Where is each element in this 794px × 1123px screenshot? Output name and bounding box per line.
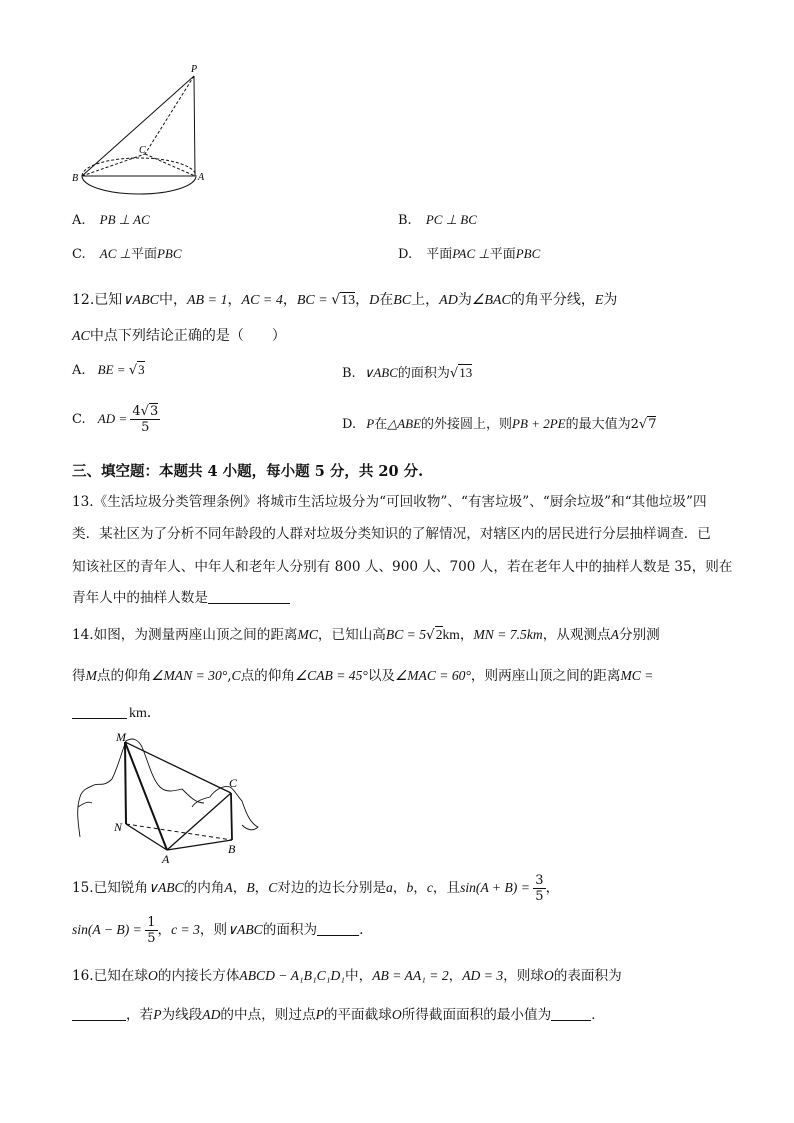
q12-option-b: B. ∨ABC的面积为√13 bbox=[342, 365, 473, 381]
q16-line2: ，若P为线段AD的中点，则过点P的平面截球O所得截面面积的最小值为 ． bbox=[72, 1003, 605, 1023]
q14-line3: km． bbox=[72, 702, 161, 722]
q11-option-c: C. AC ⊥平面PBC bbox=[72, 246, 182, 262]
q15-answer-blank bbox=[317, 921, 359, 936]
q13-line4: 青年人中的抽样人数是 bbox=[72, 586, 290, 606]
q16-answer-blank-1 bbox=[72, 1006, 126, 1021]
q12-option-d: D. P在△ABE的外接圆上，则PB + 2PE的最大值为2√7 bbox=[342, 416, 657, 432]
q14-answer-blank bbox=[72, 704, 127, 719]
q11-option-b: B. PC ⊥ BC bbox=[398, 212, 477, 228]
q15-line2: sin(A − B) = $\frac{1}{5}$ ，c = 3，则∨ABC的面积为 . bbox=[72, 915, 364, 946]
q15-line1: 15.已知锐角∨ABC的内角A，B，C对边的边长分别是a，b，c，且sin(A + B) = $\frac{3}{5}$ ， bbox=[72, 873, 560, 904]
q16-line1: 16.已知在球O的内接长方体ABCD − A₁B₁C₁D₁中，AB = AA₁ = 2，AD = 3，则球O的表面积为 bbox=[72, 968, 622, 984]
fig11-label-a: A bbox=[198, 172, 205, 183]
q13-answer-blank bbox=[208, 589, 290, 604]
q16-answer-blank-2 bbox=[551, 1006, 591, 1021]
q14-figure bbox=[72, 727, 272, 867]
q12-stem-line1: 12.已知∨ABC中，AB = 1，AC = 4，BC = √13，D在BC上，AD为∠BAC的角平分线，E为 bbox=[72, 292, 618, 308]
q12-option-c: C. AD = $\frac{4√3}{5}$ bbox=[72, 404, 159, 435]
q11-option-a: A. PB ⊥ AC bbox=[72, 212, 150, 228]
q12-stem-line2: AC中点下列结论正确的是（ ） bbox=[72, 328, 286, 344]
q11-option-d: D. 平面PAC ⊥平面PBC bbox=[398, 246, 541, 262]
fig14-label-n: N bbox=[114, 820, 123, 834]
q11-figure bbox=[70, 60, 210, 200]
q13-line2: 类．某社区为了分析不同年龄段的人群对垃圾分类知识的了解情况，对辖区内的居民进行分层抽样调查．已 bbox=[72, 526, 711, 542]
section-3-title: 三、填空题：本题共 4 小题，每小题 5 分，共 20 分. bbox=[72, 463, 424, 480]
fig14-label-a: A bbox=[162, 852, 170, 866]
fig14-label-b: B bbox=[228, 842, 236, 856]
q13-line3: 知该社区的青年人、中年人和老年人分别有 800 人、900 人、700 人，若在老年人中的抽样人数是 35，则在 bbox=[72, 559, 733, 575]
q14-line2: 得M点的仰角∠MAN = 30°,C点的仰角∠CAB = 45°以及∠MAC = 60°，则两座山顶之间的距离MC = bbox=[72, 668, 654, 684]
fig14-label-c: C bbox=[229, 776, 238, 790]
fig14-label-m: M bbox=[116, 730, 126, 744]
q14-line1: 14.如图，为测量两座山顶之间的距离MC，已知山高BC = 5√2km，MN = 7.5km，从观测点A分别测 bbox=[72, 627, 660, 643]
q13-line1: 13.《生活垃圾分类管理条例》将城市生活垃圾分为“可回收物”、“有害垃圾”、“厨余垃圾”和“其他垃圾”四 bbox=[72, 494, 707, 510]
fig11-label-b: B bbox=[72, 173, 79, 184]
fig11-label-p: P bbox=[191, 64, 198, 75]
fig11-label-c: C bbox=[139, 145, 146, 156]
q12-option-a: A. BE = √3 bbox=[72, 362, 145, 378]
